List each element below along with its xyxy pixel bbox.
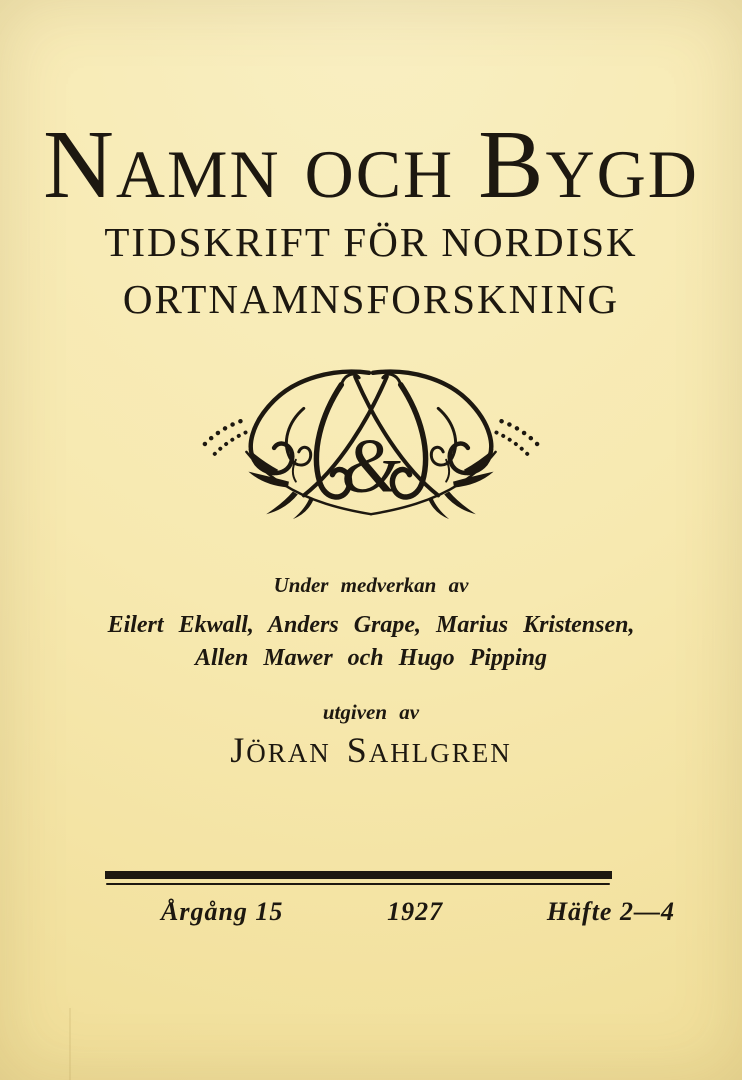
issue-year: 1927 [387,897,444,926]
contributors-line-1: Eilert Ekwall, Anders Grape, Marius Kristensen, [107,612,635,638]
divider-rule-thin [106,883,610,885]
title-text-ygd: YGD [545,136,699,212]
issue-number: Häfte 2—4 [546,897,675,926]
paper-crease [69,1008,71,1080]
editor-initial-j: J [230,730,247,770]
nb-monogram-ornament-icon [0,364,742,526]
title-initial-n: N [43,111,116,219]
svg-text:&: & [341,422,401,509]
divider-rule-thick [105,871,612,879]
subtitle-line-1: TIDSKRIFT FÖR NORDISK [104,219,638,265]
contributors-line-2: Allen Mawer och Hugo Pipping [194,645,548,671]
page-title [0,111,742,219]
title-text-amn: AMN [115,136,281,212]
editor-name [0,732,742,768]
editor-text-oran: ÖRAN [246,738,331,768]
editor-heading: utgiven av [322,700,420,724]
editor-initial-s: S [346,730,369,770]
title-word-och: OCH [304,136,455,212]
issue-volume: Årgång 15 [161,897,284,926]
issue-line [105,897,675,927]
subtitle-line-2: ORTNAMNSFORSKNING [122,276,620,322]
editor-text-ahlgren: AHLGREN [368,738,512,768]
contributors-heading: Under medverkan av [273,573,469,597]
title-initial-b: B [478,111,546,219]
